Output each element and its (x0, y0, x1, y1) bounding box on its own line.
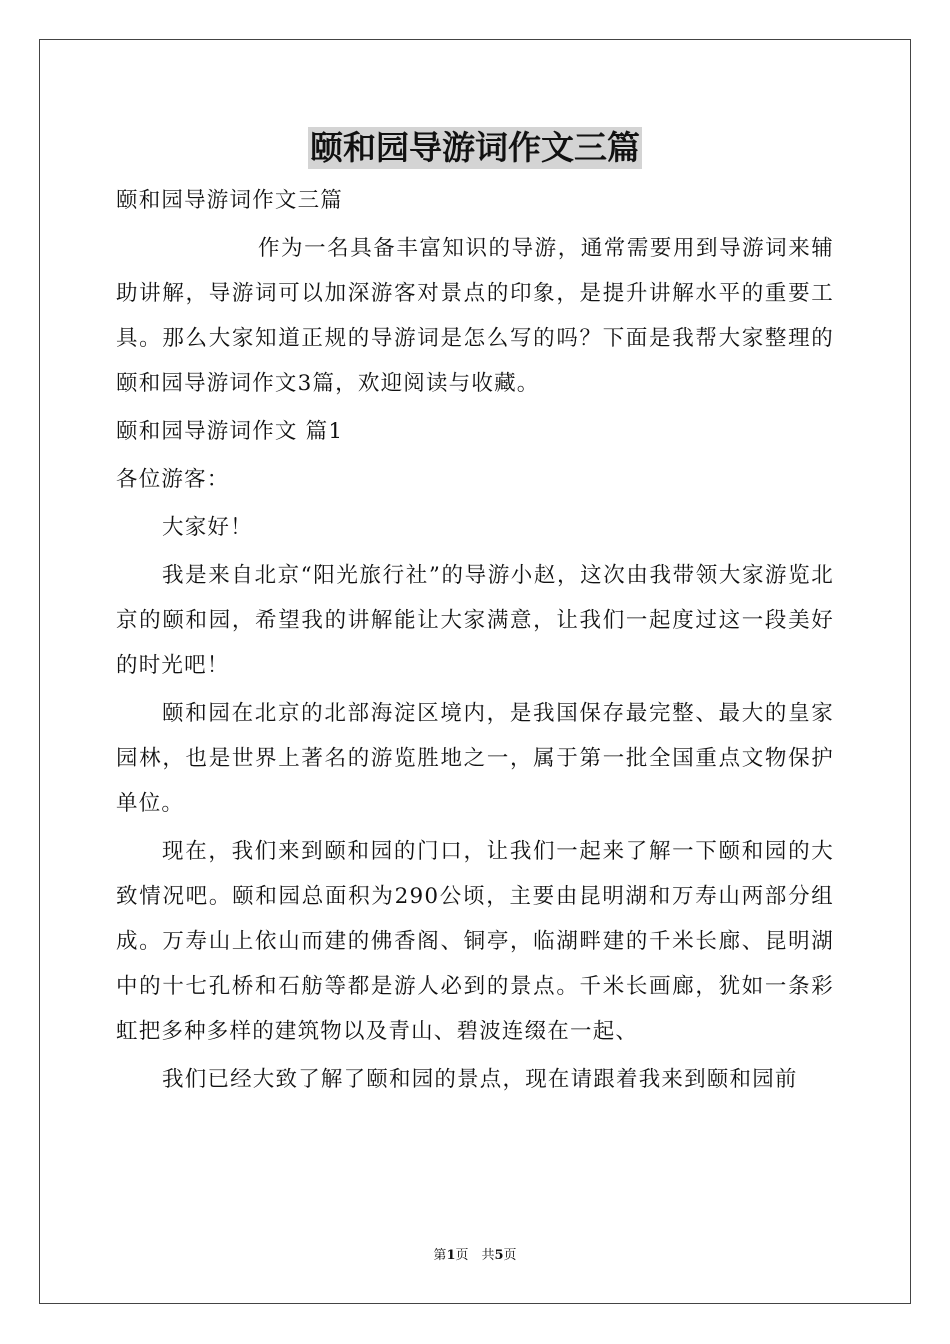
section-heading: 颐和园导游词作文 篇1 (116, 419, 344, 444)
body-paragraph: 我是来自北京“阳光旅行社”的导游小赵，这次由我带领大家游览北京的颐和园，希望我的讲解能让大家满意，让我们一起度过这一段美好的时光吧！ (116, 563, 834, 678)
title-container (0, 127, 950, 169)
footer-prefix: 第 (433, 1248, 447, 1263)
footer-total-pages: 5 (494, 1248, 504, 1263)
intro-paragraph: 作为一名具备丰富知识的导游，通常需要用到导游词来辅助讲解，导游词可以加深游客对景点的印象，是提升讲解水平的重要工具。那么大家知道正规的导游词是怎么写的吗？下面是我帮大家整理的颐和园导游词作文3篇，欢迎阅读与收藏。 (116, 236, 834, 396)
document-body (116, 178, 834, 1105)
document-subtitle: 颐和园导游词作文三篇 (116, 188, 344, 213)
footer-suffix: 页 (503, 1248, 517, 1263)
greeting-line: 大家好！ (162, 515, 253, 540)
footer-mid: 页 共 (455, 1248, 495, 1263)
body-paragraph: 我们已经大致了解了颐和园的景点，现在请跟着我来到颐和园前 (162, 1067, 798, 1092)
body-paragraph: 颐和园在北京的北部海淀区境内，是我国保存最完整、最大的皇家园林，也是世界上著名的游览胜地之一，属于第一批全国重点文物保护单位。 (116, 701, 834, 816)
footer-page-number: 1 (446, 1248, 456, 1263)
body-paragraph: 现在，我们来到颐和园的门口，让我们一起来了解一下颐和园的大致情况吧。颐和园总面积为290公顷，主要由昆明湖和万寿山两部分组成。万寿山上依山而建的佛香阁、铜亭，临湖畔建的千米长廊、昆明湖中的十七孔桥和石舫等都是游人必到的景点。千米长画廊，犹如一条彩虹把多种多样的建筑物以及青山、碧波连缀在一起、 (116, 839, 834, 1044)
page-footer (0, 1247, 950, 1265)
document-title: 颐和园导游词作文三篇 (310, 128, 640, 167)
greeting-salutation: 各位游客： (116, 467, 230, 492)
